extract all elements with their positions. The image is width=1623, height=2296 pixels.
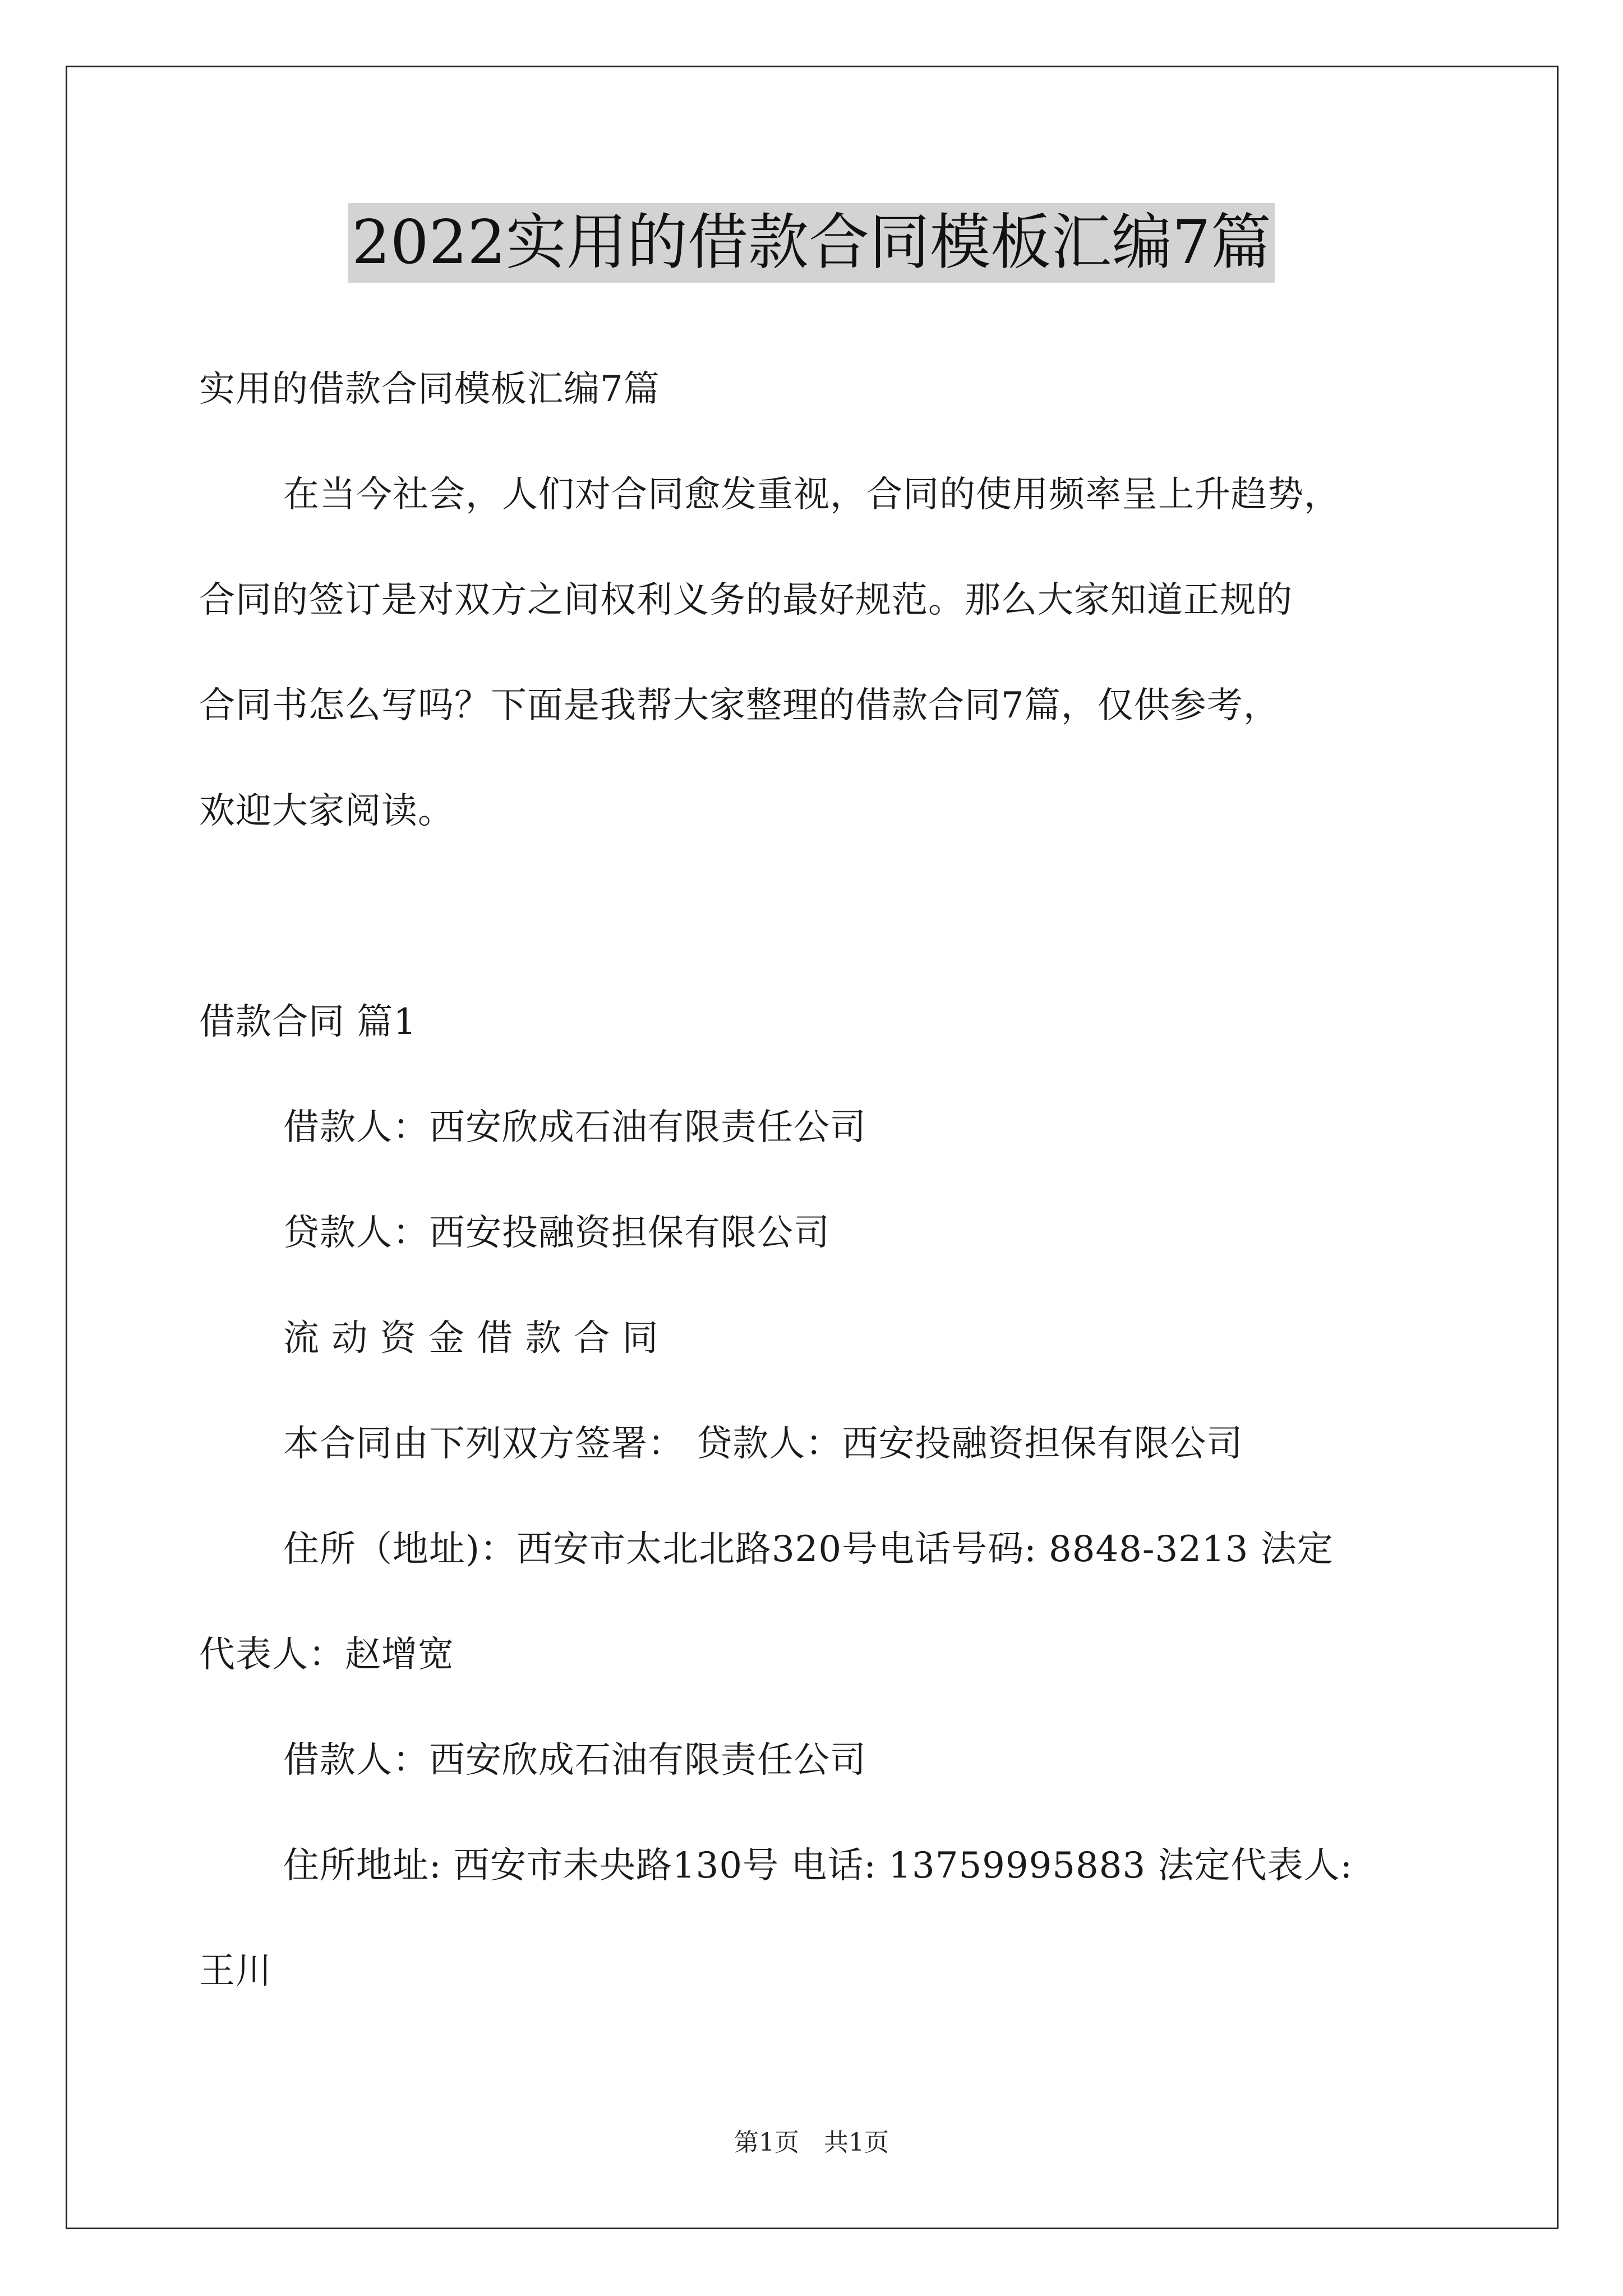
paragraph-line: 欢迎大家阅读。 — [199, 790, 454, 832]
document-title: 2022实用的借款合同模板汇编7篇 — [348, 203, 1275, 283]
spacer — [199, 864, 1461, 969]
borrower-name-line: 借款人：西安欣成石油有限责任公司 — [283, 1740, 866, 1781]
contract-name-line: 流 动 资 金 借 款 合 同 — [283, 1318, 659, 1359]
paragraph-line: 合同的签订是对双方之间权利义务的最好规范。那么大家知道正规的 — [199, 579, 1293, 621]
title-container — [0, 203, 1623, 283]
section-heading: 借款合同 篇1 — [199, 1001, 417, 1043]
parties-line: 本合同由下列双方签署： 贷款人：西安投融资担保有限公司 — [283, 1423, 1243, 1465]
page-footer: 第1页 共1页 — [734, 2128, 889, 2157]
lender-line: 贷款人：西安投融资担保有限公司 — [283, 1212, 830, 1254]
borrower-address-line: 住所地址: 西安市未央路130号 电话: 13759995883 法定代表人: — [283, 1845, 1353, 1887]
lender-address-line: 住所（地址)：西安市太北北路320号电话号码: 8848-3213 法定 — [283, 1529, 1334, 1570]
paragraph-line: 合同书怎么写吗？下面是我帮大家整理的借款合同7篇，仅供参考， — [199, 685, 1280, 726]
lender-representative-line: 代表人：赵增宽 — [199, 1634, 454, 1676]
borrower-representative-line: 王川 — [199, 1950, 272, 1992]
subtitle: 实用的借款合同模板汇编7篇 — [199, 369, 660, 410]
borrower-line: 借款人：西安欣成石油有限责任公司 — [283, 1107, 866, 1148]
document-body — [199, 337, 1461, 2024]
paragraph-line: 在当今社会，人们对合同愈发重视，合同的使用频率呈上升趋势， — [283, 474, 1340, 516]
